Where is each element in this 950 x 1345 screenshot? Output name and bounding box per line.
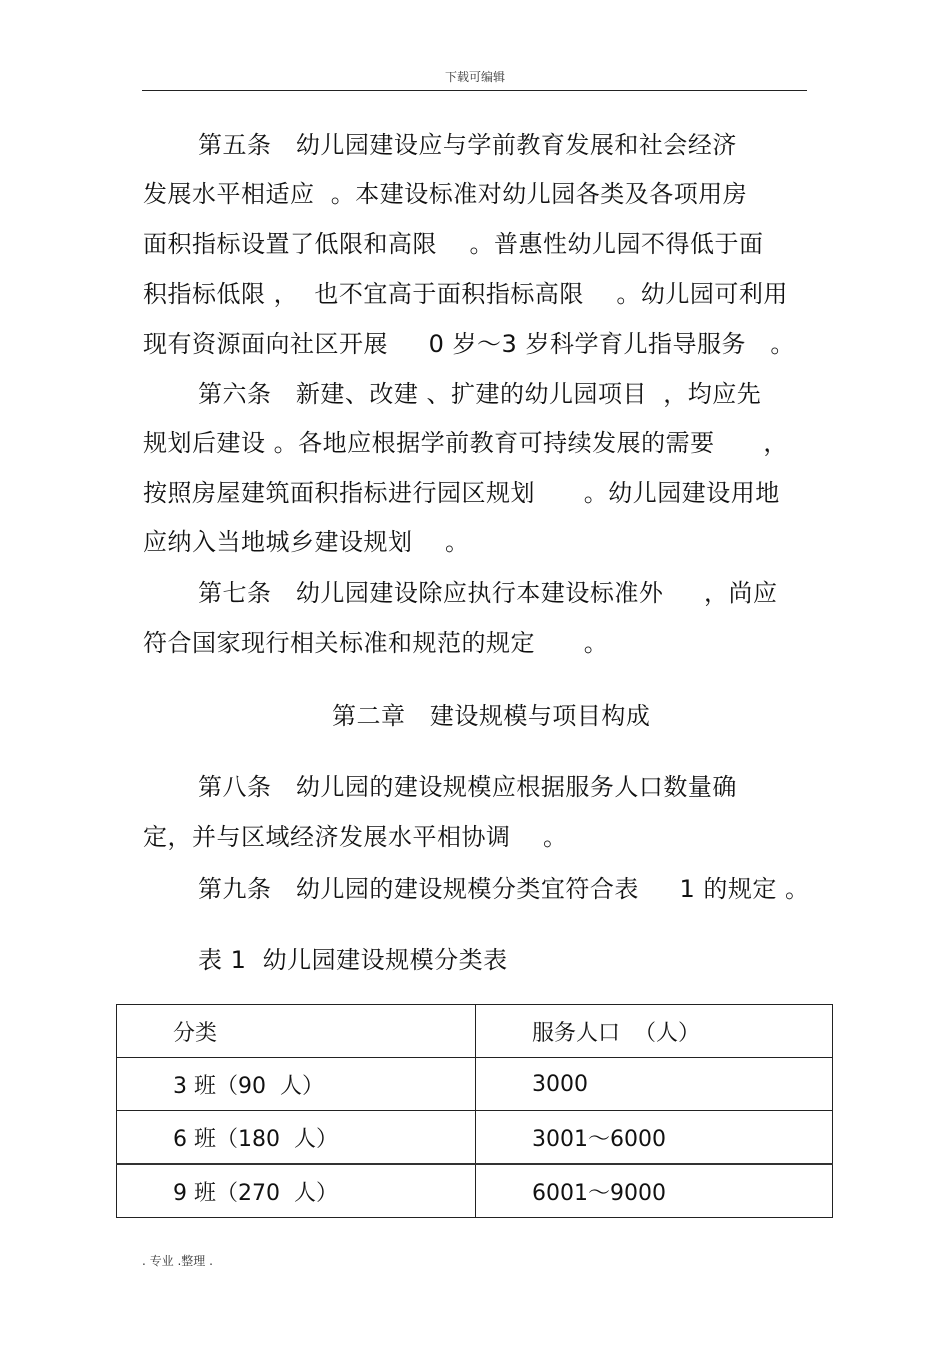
article-6-line-1: 第六条 新建、改建 、扩建的幼儿园项目 ，均应先 bbox=[198, 380, 762, 408]
page-header: 下载可编辑 bbox=[444, 70, 505, 84]
table-header-row bbox=[117, 1005, 833, 1058]
table-cell: 3001～6000 bbox=[476, 1111, 833, 1165]
header-divider bbox=[142, 90, 807, 91]
article-9-line-1: 第九条 幼儿园的建设规模分类宜符合表 1 的规定 。 bbox=[198, 875, 810, 903]
article-8-line-2: 定，并与区域经济发展水平相协调 。 bbox=[143, 823, 568, 851]
table-row bbox=[117, 1164, 833, 1218]
article-5-line-3: 面积指标设置了低限和高限 。普惠性幼儿园不得低于面 bbox=[143, 230, 764, 258]
scale-classification-table bbox=[116, 1004, 833, 1218]
table-cell: 9 班（270 人） bbox=[117, 1164, 476, 1218]
table-row bbox=[117, 1058, 833, 1111]
table-cell: 3 班（90 人） bbox=[117, 1058, 476, 1111]
page-footer: . 专业 .整理 . bbox=[142, 1254, 213, 1268]
article-6-line-3: 按照房屋建筑面积指标进行园区规划 。幼儿园建设用地 bbox=[143, 479, 780, 507]
table-header-cell: 服务人口 （人） bbox=[476, 1005, 833, 1058]
article-7-line-1: 第七条 幼儿园建设除应执行本建设标准外 ，尚应 bbox=[198, 579, 778, 607]
table-cell: 6 班（180 人） bbox=[117, 1111, 476, 1165]
table-cell: 6001～9000 bbox=[476, 1164, 833, 1218]
article-5-line-4: 积指标低限 ， 也不宜高于面积指标高限 。幼儿园可利用 bbox=[143, 280, 788, 308]
table-caption: 表 1 幼儿园建设规模分类表 bbox=[198, 946, 508, 974]
article-7-line-2: 符合国家现行相关标准和规范的规定 。 bbox=[143, 629, 609, 657]
chapter-heading: 第二章 建设规模与项目构成 bbox=[332, 702, 651, 730]
article-5-line-5: 现有资源面向社区开展 0 岁～3 岁科学育儿指导服务 。 bbox=[143, 330, 795, 358]
table-header-cell: 分类 bbox=[117, 1005, 476, 1058]
article-5-line-1: 第五条 幼儿园建设应与学前教育发展和社会经济 bbox=[198, 131, 737, 159]
article-6-line-2: 规划后建设 。各地应根据学前教育可持续发展的需要 ， bbox=[143, 429, 788, 457]
table-row bbox=[117, 1111, 833, 1165]
article-5-line-2: 发展水平相适应 。本建设标准对幼儿园各类及各项用房 bbox=[143, 180, 748, 208]
article-8-line-1: 第八条 幼儿园的建设规模应根据服务人口数量确 bbox=[198, 773, 737, 801]
article-6-line-4: 应纳入当地城乡建设规划 。 bbox=[143, 528, 470, 556]
table-cell: 3000 bbox=[476, 1058, 833, 1111]
